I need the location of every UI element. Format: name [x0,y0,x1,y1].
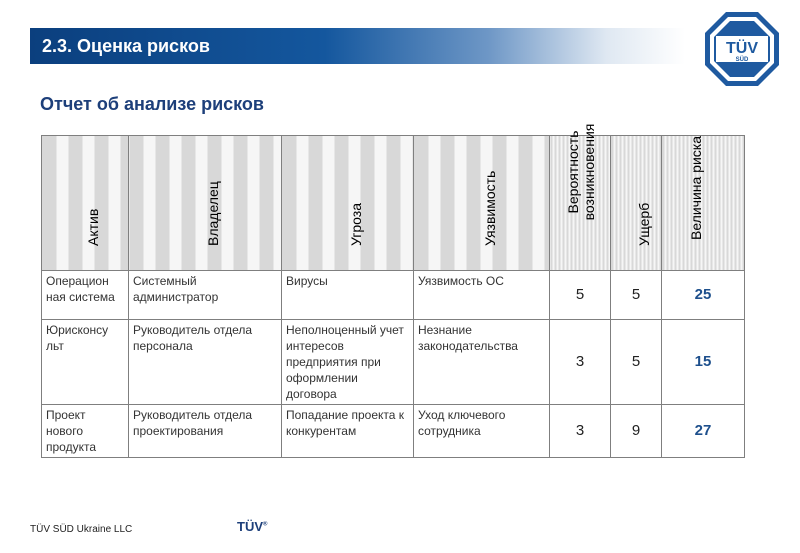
cell-risk-value: 27 [662,405,745,458]
footer-company: TÜV SÜD Ukraine LLC [30,524,133,535]
title-bar [30,28,685,64]
cell-asset: Юрисконсу льт [42,320,129,405]
cell-damage: 9 [611,405,662,458]
cell-vulnerability: Уязвимость ОС [414,271,550,320]
logo-text: TÜV [726,40,758,57]
table-row [42,405,745,458]
cell-owner: Системный администратор [129,271,282,320]
cell-probability: 3 [550,405,611,458]
footer-logo [237,519,267,534]
table-row [42,271,745,320]
column-header-threat: Угроза [282,136,414,271]
cell-damage: 5 [611,271,662,320]
cell-threat: Попадание проекта к конкурентам [282,405,414,458]
page-title: 2.3. Оценка рисков [42,36,210,56]
cell-damage: 5 [611,320,662,405]
table-row [42,320,745,405]
risk-analysis-table [41,123,745,458]
cell-probability: 5 [550,271,611,320]
cell-vulnerability: Уход ключевого сотрудника [414,405,550,458]
registered-mark: ® [263,521,268,528]
column-header-risk-value: Величина риска [662,136,745,271]
cell-risk-value: 15 [662,320,745,405]
tuv-logo [703,10,781,88]
column-header-damage: Ущерб [611,136,662,271]
cell-threat: Неполноценный учет интересов предприятия при оформлении договора [282,320,414,405]
column-header-owner: Владелец [129,136,282,271]
cell-risk-value: 25 [662,271,745,320]
cell-vulnerability: Незнание законодательства [414,320,550,405]
column-header-probability: Вероятность возникновения [550,136,611,271]
cell-owner: Руководитель отдела персонала [129,320,282,405]
footer-logo-text: TÜV [237,519,263,534]
cell-owner: Руководитель отдела проектирования [129,405,282,458]
column-header-asset: Актив [42,136,129,271]
logo-subtext: SÜD [735,57,749,63]
cell-threat: Вирусы [282,271,414,320]
header-row [42,136,745,271]
report-subtitle: Отчет об анализе рисков [40,94,264,114]
cell-asset: Операцион ная система [42,271,129,320]
column-header-vulnerability: Уязвимость [414,136,550,271]
cell-asset: Проект нового продукта [42,405,129,458]
cell-probability: 3 [550,320,611,405]
